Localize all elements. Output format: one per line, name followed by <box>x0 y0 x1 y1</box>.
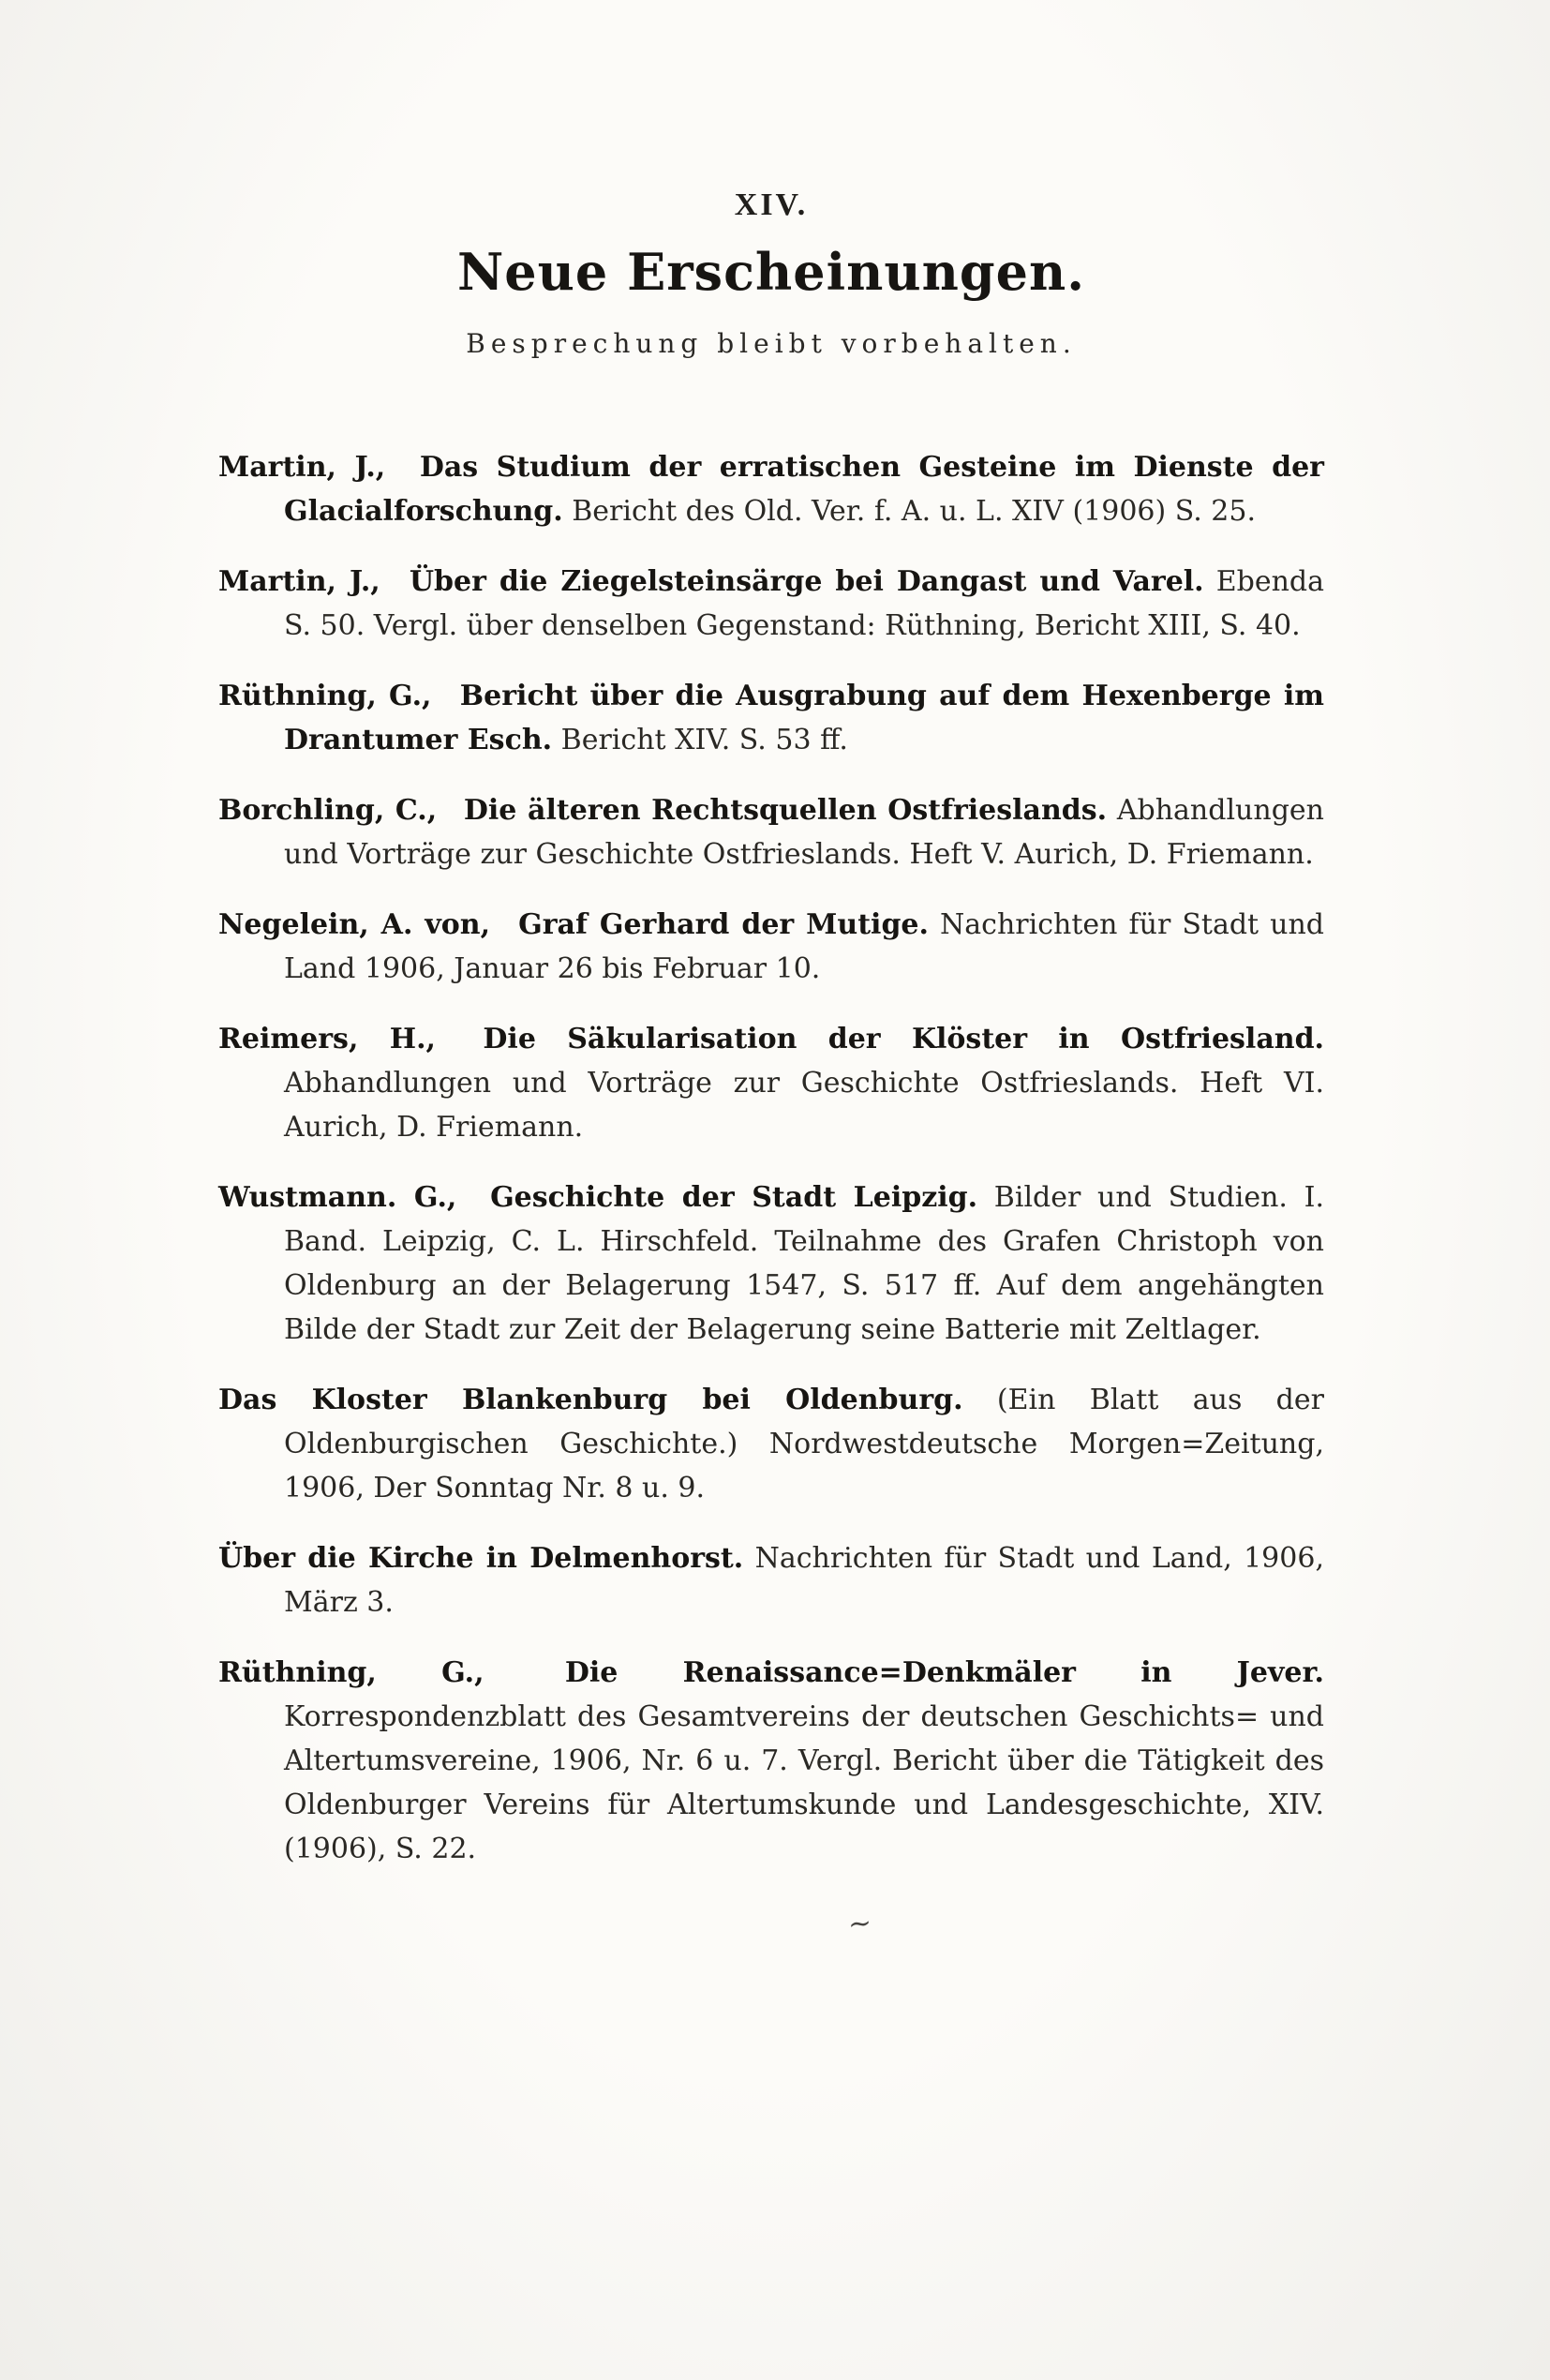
entry-title: Über die Kirche in Delmenhorst. <box>218 1542 744 1575</box>
entry-author: Borchling, C., <box>218 794 438 827</box>
bibliography-entry <box>218 1651 1324 1871</box>
bibliography-entry <box>218 1017 1324 1149</box>
stray-pen-mark: ~ <box>846 1906 873 1942</box>
entry-author: Reimers, H., <box>218 1023 436 1055</box>
entry-author: Martin, J., <box>218 451 386 484</box>
bibliography-entry <box>218 1378 1324 1510</box>
page-title: Neue Erscheinungen. <box>456 242 1086 302</box>
page-content <box>218 187 1324 1897</box>
entry-details: Bericht XIV. S. 53 ff. <box>560 724 848 756</box>
section-number: XIV. <box>734 187 809 222</box>
bibliography-entry <box>218 903 1324 991</box>
entry-author: Martin, J., <box>218 565 380 598</box>
entry-title: Geschichte der Stadt Leipzig. <box>490 1181 978 1214</box>
entry-title: Bericht über die Ausgrabung auf dem Hexenberge im Drantumer Esch. <box>284 680 1324 756</box>
bibliography-entry <box>218 1175 1324 1352</box>
page-subtitle: Besprechung bleibt vorbehalten. <box>466 328 1077 359</box>
bibliography-entry <box>218 674 1324 762</box>
entry-title: Das Studium der erratischen Gesteine im Dienste der Glacialforschung. <box>284 451 1324 528</box>
entry-details: Nachrichten für Stadt und Land, 1906, März 3. <box>284 1542 1324 1619</box>
entry-title: Die Säkularisation der Klöster in Ostfriesland. <box>483 1023 1324 1055</box>
entry-title: Über die Ziegelsteinsärge bei Dangast und Varel. <box>409 565 1204 598</box>
entry-author: Wustmann. G., <box>218 1181 457 1214</box>
entry-details: Bilder und Studien. I. Band. Leipzig, C. L. Hirschfeld. Teilnahme des Grafen Christoph von Oldenburg an der Belagerung 1547, S. 517 ff. Auf dem angehängten Bilde der Stadt zur Zeit der Belagerung seine Batterie mit Zeltlager. <box>284 1181 1325 1346</box>
entry-title: Die älteren Rechtsquellen Ostfrieslands. <box>463 794 1108 827</box>
entry-title: Graf Gerhard der Mutige. <box>518 908 929 941</box>
entry-details: (Ein Blatt aus der Oldenburgischen Geschichte.) Nordwestdeutsche Morgen=Zeitung, 1906, Der Sonntag Nr. 8 u. 9. <box>284 1384 1324 1504</box>
entry-details: Nachrichten für Stadt und Land 1906, Januar 26 bis Februar 10. <box>284 908 1324 985</box>
entry-details: Ebenda S. 50. Vergl. über denselben Gegenstand: Rüthning, Bericht XIII, S. 40. <box>284 565 1325 642</box>
entry-details: Abhandlungen und Vorträge zur Geschichte Ostfrieslands. Heft V. Aurich, D. Friemann. <box>284 794 1324 871</box>
bibliography-list <box>218 445 1324 1871</box>
bibliography-entry <box>218 560 1324 648</box>
entry-author: Negelein, A. von, <box>218 908 491 941</box>
bibliography-entry <box>218 788 1324 876</box>
bibliography-entry <box>218 1536 1324 1624</box>
entry-details: Korrespondenzblatt des Gesamtvereins der deutschen Geschichts= und Altertumsvereine, 1906, Nr. 6 u. 7. Vergl. Bericht über die Tätigkeit des Oldenburger Vereins für Altertumskunde und Landesgeschichte, XIV. (1906), S. 22. <box>284 1700 1324 1865</box>
entry-title: Die Renaissance=Denkmäler in Jever. <box>564 1656 1324 1689</box>
entry-details: Abhandlungen und Vorträge zur Geschichte Ostfrieslands. Heft VI. Aurich, D. Friemann. <box>284 1067 1324 1144</box>
entry-author: Rüthning, G., <box>218 680 432 712</box>
entry-title: Das Kloster Blankenburg bei Oldenburg. <box>218 1384 963 1416</box>
entry-details: Bericht des Old. Ver. f. A. u. L. XIV (1906) S. 25. <box>572 495 1257 528</box>
entry-author: Rüthning, G., <box>218 1656 484 1689</box>
bibliography-entry <box>218 445 1324 533</box>
